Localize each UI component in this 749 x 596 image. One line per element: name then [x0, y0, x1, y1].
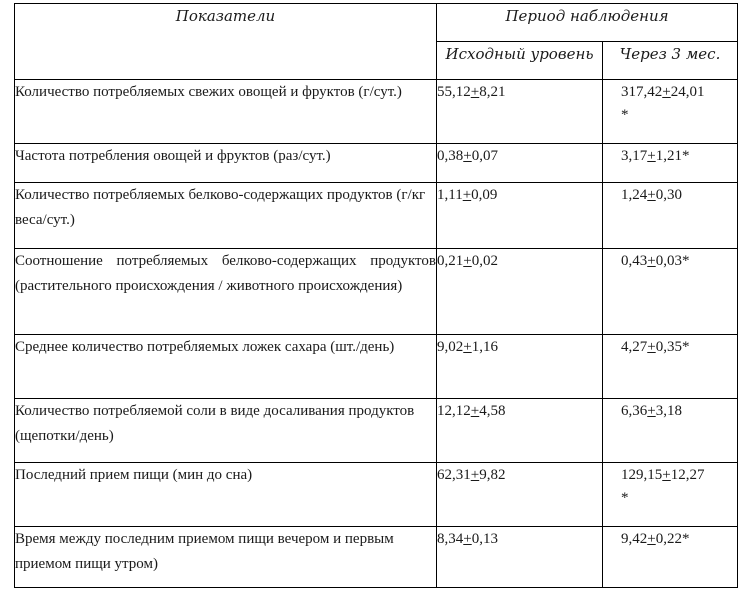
error-value: 3,18	[655, 403, 682, 419]
baseline-value-cell	[437, 335, 603, 399]
baseline-value-cell	[437, 249, 603, 335]
baseline-value-cell	[437, 144, 603, 183]
error-value: 24,01	[670, 84, 705, 100]
header-after-3-months: Через 3 мес.	[603, 42, 738, 80]
error-value: 8,21	[479, 84, 506, 100]
baseline-value-cell	[437, 80, 603, 144]
plus-minus-sign: +	[470, 403, 480, 419]
plus-minus-sign: +	[470, 467, 480, 483]
row-label: Соотношение потребляемых белково-содержащих продуктов (растительного происхождения / животного происхождения)	[15, 249, 437, 335]
plus-minus-sign: +	[463, 531, 472, 547]
plus-minus-sign: +	[470, 84, 480, 100]
error-value: 0,09	[471, 187, 498, 203]
error-value: 0,30	[655, 187, 682, 203]
row-label: Среднее количество потребляемых ложек сахара (шт./день)	[15, 335, 437, 399]
cropped-caption-fragment	[0, 0, 749, 2]
mean-value: 6,36	[621, 403, 648, 419]
table-row	[15, 399, 738, 463]
mean-value: 0,21	[437, 253, 464, 269]
plus-minus-sign: +	[462, 187, 472, 203]
significance-marker: *	[681, 253, 690, 269]
error-value: 0,02	[471, 253, 498, 269]
error-value: 9,82	[479, 467, 506, 483]
error-value: 1,21	[655, 148, 682, 164]
mean-value: 55,12	[437, 84, 471, 100]
significance-marker: *	[621, 490, 629, 506]
mean-value: 9,42	[621, 531, 648, 547]
error-value: 1,16	[471, 339, 498, 355]
table-row	[15, 463, 738, 527]
mean-value: 4,27	[621, 339, 648, 355]
error-value: 0,07	[471, 148, 498, 164]
mean-value: 317,42	[621, 84, 663, 100]
significance-marker: *	[681, 531, 690, 547]
error-value: 0,35	[655, 339, 682, 355]
table-row	[15, 527, 738, 588]
plus-minus-sign: +	[647, 148, 656, 164]
mean-value: 0,43	[621, 253, 648, 269]
plus-minus-sign: +	[647, 339, 656, 355]
plus-minus-sign: +	[647, 187, 656, 203]
table-row	[15, 335, 738, 399]
significance-marker: *	[681, 148, 690, 164]
after-3-months-value-cell	[603, 335, 738, 399]
mean-value: 8,34	[437, 531, 464, 547]
baseline-value-cell	[437, 527, 603, 588]
table-row	[15, 183, 738, 249]
mean-value: 1,24	[621, 187, 648, 203]
baseline-value-cell	[437, 463, 603, 527]
row-label: Количество потребляемой соли в виде досаливания продуктов (щепотки/день)	[15, 399, 437, 463]
header-indicators: Показатели	[15, 4, 437, 80]
plus-minus-sign: +	[647, 253, 656, 269]
plus-minus-sign: +	[647, 531, 656, 547]
after-3-months-value-cell	[603, 527, 738, 588]
error-value: 0,22	[655, 531, 682, 547]
header-observation-period: Период наблюдения	[437, 4, 738, 42]
table-body	[15, 80, 738, 588]
row-label: Количество потребляемых белково-содержащих продуктов (г/кг веса/сут.)	[15, 183, 437, 249]
table-row	[15, 144, 738, 183]
significance-marker: *	[681, 339, 690, 355]
row-label: Частота потребления овощей и фруктов (раз/сут.)	[15, 144, 437, 183]
plus-minus-sign: +	[463, 253, 472, 269]
plus-minus-sign: +	[463, 148, 472, 164]
baseline-value-cell	[437, 183, 603, 249]
after-3-months-value-cell	[603, 80, 738, 144]
after-3-months-value-cell	[603, 399, 738, 463]
significance-marker: *	[621, 107, 629, 123]
mean-value: 1,11	[437, 187, 463, 203]
mean-value: 3,17	[621, 148, 648, 164]
table-row	[15, 249, 738, 335]
error-value: 0,13	[471, 531, 498, 547]
after-3-months-value-cell	[603, 183, 738, 249]
mean-value: 62,31	[437, 467, 471, 483]
plus-minus-sign: +	[662, 84, 671, 100]
row-label: Время между последним приемом пищи вечером и первым приемом пищи утром)	[15, 527, 437, 588]
row-label: Количество потребляемых свежих овощей и фруктов (г/сут.)	[15, 80, 437, 144]
after-3-months-value-cell	[603, 463, 738, 527]
plus-minus-sign: +	[662, 467, 671, 483]
plus-minus-sign: +	[463, 339, 472, 355]
plus-minus-sign: +	[647, 403, 656, 419]
observation-table	[14, 3, 738, 588]
error-value: 4,58	[479, 403, 506, 419]
error-value: 0,03	[655, 253, 682, 269]
mean-value: 9,02	[437, 339, 464, 355]
header-baseline: Исходный уровень	[437, 42, 603, 80]
error-value: 12,27	[670, 467, 705, 483]
mean-value: 12,12	[437, 403, 471, 419]
mean-value: 129,15	[621, 467, 663, 483]
after-3-months-value-cell	[603, 249, 738, 335]
table-row	[15, 80, 738, 144]
row-label: Последний прием пищи (мин до сна)	[15, 463, 437, 527]
baseline-value-cell	[437, 399, 603, 463]
mean-value: 0,38	[437, 148, 464, 164]
after-3-months-value-cell	[603, 144, 738, 183]
